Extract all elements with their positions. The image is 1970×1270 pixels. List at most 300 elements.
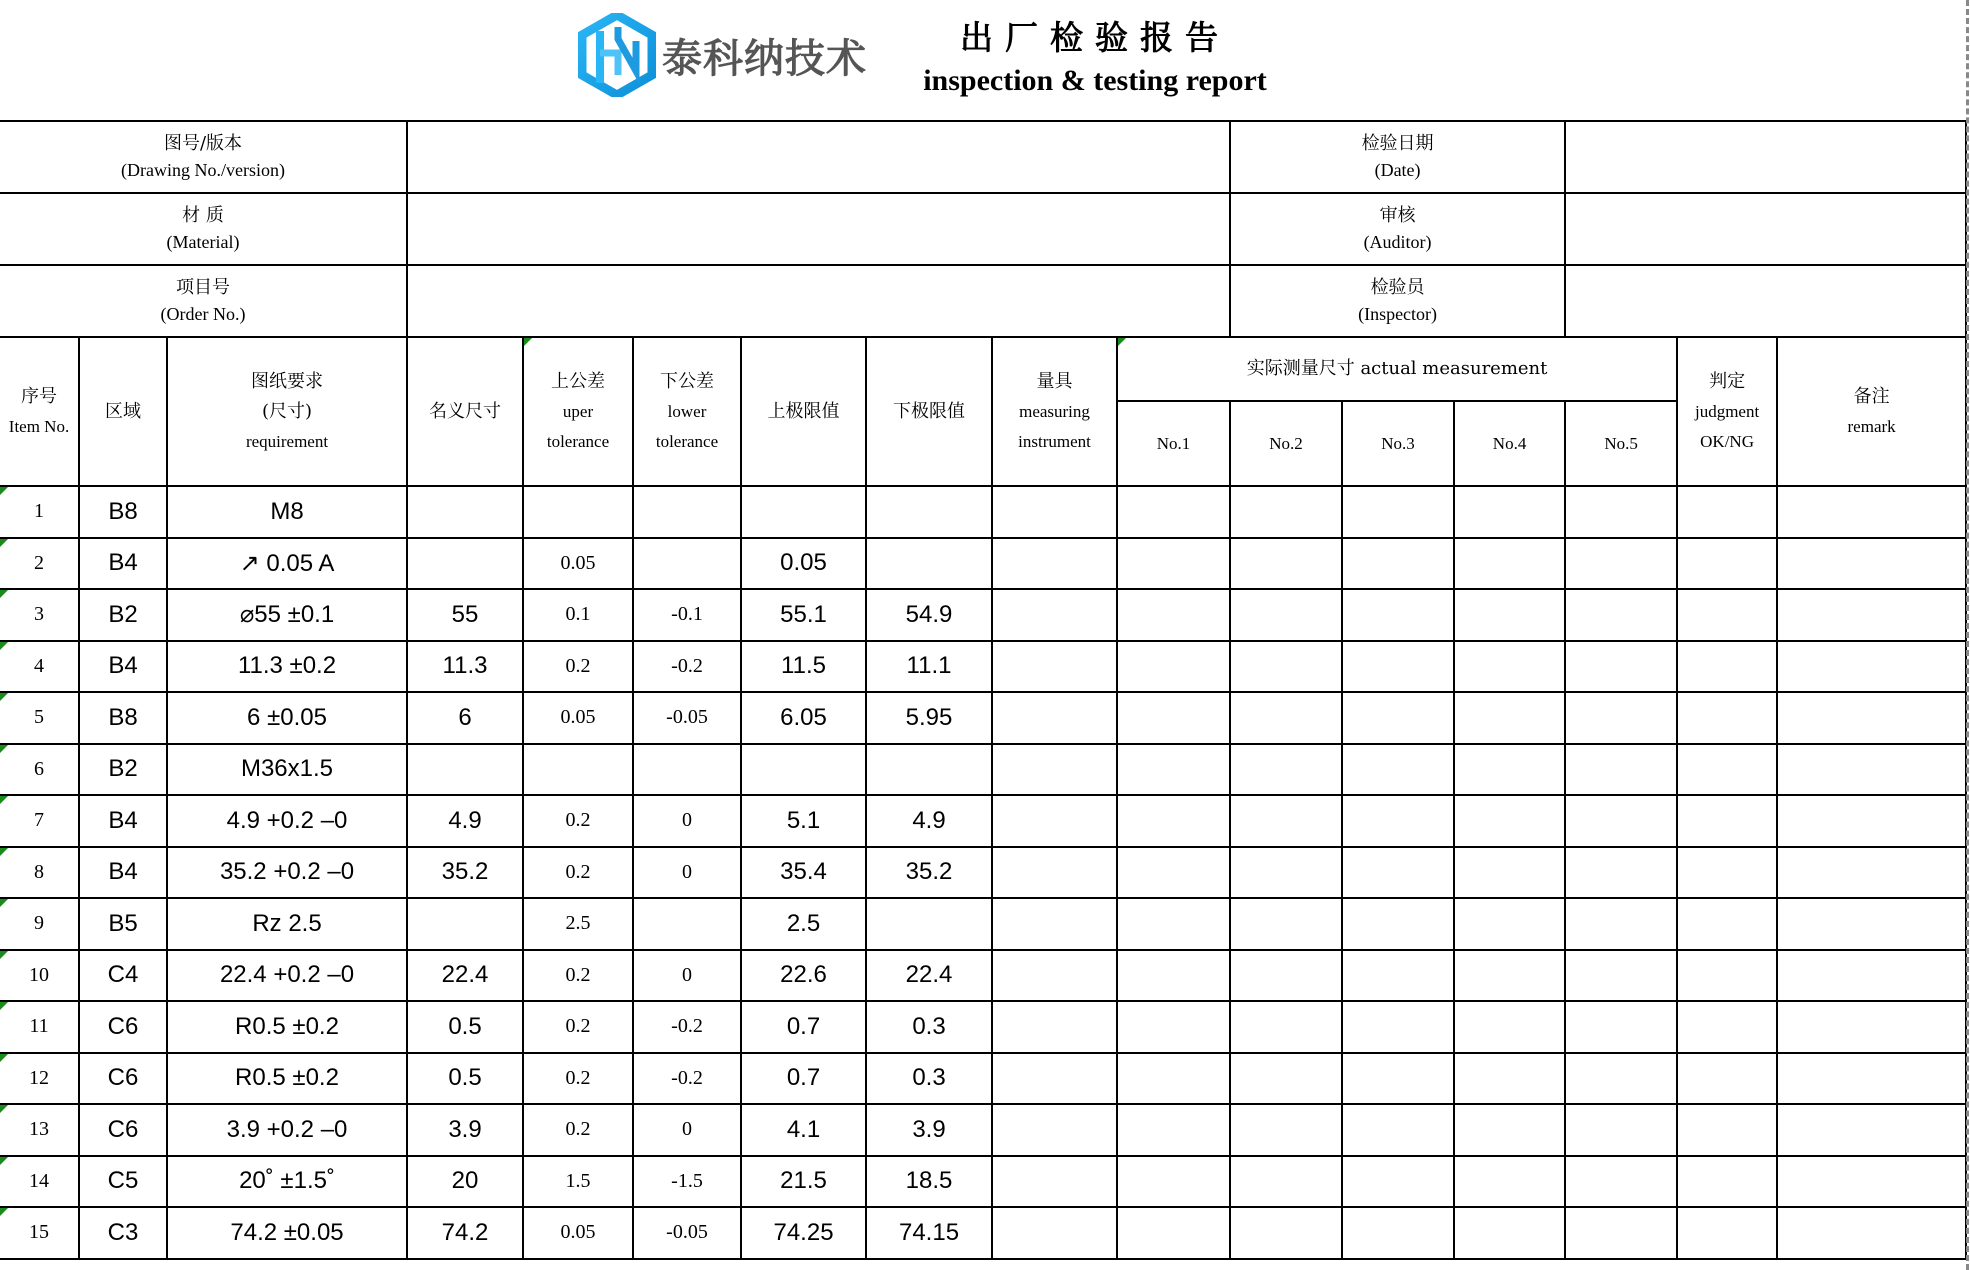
cell-upper-limit: 2.5 [741,898,866,950]
header-upper-tolerance: 上公差 uper tolerance [523,337,633,486]
comment-marker-icon [0,1002,8,1010]
cell-remark[interactable] [1777,795,1966,847]
cell-measure-no2[interactable] [1230,1207,1342,1259]
cell-requirement: ↗ 0.05 A [167,538,407,590]
cell-requirement: 74.2 ±0.05 [167,1207,407,1259]
cell-measure-no4[interactable] [1454,589,1565,641]
cell-measure-no3[interactable] [1342,795,1454,847]
cell-measure-no1[interactable] [1117,744,1230,796]
cell-judgment[interactable] [1677,795,1777,847]
cell-upper-limit: 22.6 [741,950,866,1002]
cell-item-no: 8 [0,847,79,899]
cell-remark[interactable] [1777,1001,1966,1053]
header-item-no: 序号 Item No. [0,337,79,486]
cell-measure-no1[interactable] [1117,641,1230,693]
cell-measure-no3[interactable] [1342,486,1454,538]
cell-requirement: ⌀55 ±0.1 [167,589,407,641]
cell-nominal: 6 [407,692,523,744]
comment-marker-icon [0,1105,8,1113]
cell-measure-no2[interactable] [1230,847,1342,899]
cell-nominal [407,744,523,796]
cell-measure-no1[interactable] [1117,1001,1230,1053]
cell-upper-limit: 74.25 [741,1207,866,1259]
cell-instrument[interactable] [992,1207,1117,1259]
table-row [0,744,1966,796]
cell-upper-tolerance: 0.2 [523,1001,633,1053]
cell-measure-no5[interactable] [1565,589,1677,641]
cell-remark[interactable] [1777,847,1966,899]
cell-lower-tolerance: -1.5 [633,1156,741,1208]
cell-requirement: 11.3 ±0.2 [167,641,407,693]
header-no4: No.4 [1454,401,1565,486]
cell-measure-no3[interactable] [1342,847,1454,899]
cell-zone: C5 [79,1156,167,1208]
inspector-value[interactable] [1565,265,1966,337]
cell-measure-no4[interactable] [1454,486,1565,538]
table-row [0,898,1966,950]
cell-instrument[interactable] [992,1104,1117,1156]
header-no1: No.1 [1117,401,1230,486]
cell-lower-tolerance [633,744,741,796]
cell-lower-tolerance: 0 [633,847,741,899]
cell-upper-tolerance: 0.2 [523,1053,633,1105]
cell-measure-no1[interactable] [1117,1053,1230,1105]
cell-measure-no3[interactable] [1342,950,1454,1002]
table-row [0,1207,1966,1259]
cell-measure-no5[interactable] [1565,847,1677,899]
cell-remark[interactable] [1777,641,1966,693]
cell-instrument[interactable] [992,641,1117,693]
cell-measure-no1[interactable] [1117,1207,1230,1259]
cell-measure-no5[interactable] [1565,950,1677,1002]
inspection-table [0,120,1967,1260]
comment-marker-icon [0,539,8,547]
cell-instrument[interactable] [992,1156,1117,1208]
header-lower-tolerance: 下公差 lower tolerance [633,337,741,486]
cell-nominal: 3.9 [407,1104,523,1156]
cell-measure-no1[interactable] [1117,486,1230,538]
comment-marker-icon [0,745,8,753]
cell-measure-no2[interactable] [1230,692,1342,744]
cell-lower-limit: 0.3 [866,1053,992,1105]
cell-measure-no4[interactable] [1454,692,1565,744]
cell-measure-no2[interactable] [1230,950,1342,1002]
comment-marker-icon [0,590,8,598]
cell-measure-no1[interactable] [1117,795,1230,847]
cell-upper-tolerance: 0.1 [523,589,633,641]
cell-item-no: 6 [0,744,79,796]
cell-nominal [407,538,523,590]
cell-upper-tolerance: 0.05 [523,692,633,744]
cell-measure-no4[interactable] [1454,1053,1565,1105]
cell-upper-tolerance: 0.2 [523,641,633,693]
cell-upper-limit: 35.4 [741,847,866,899]
material-label: 材 质 (Material) [0,193,407,265]
cell-item-no: 9 [0,898,79,950]
logo-cube-icon [578,13,656,97]
cell-judgment[interactable] [1677,589,1777,641]
cell-lower-limit: 22.4 [866,950,992,1002]
cell-measure-no2[interactable] [1230,744,1342,796]
cell-measure-no1[interactable] [1117,1156,1230,1208]
comment-marker-icon [0,796,8,804]
cell-instrument[interactable] [992,1001,1117,1053]
cell-remark[interactable] [1777,1104,1966,1156]
table-row [0,795,1966,847]
cell-lower-limit: 11.1 [866,641,992,693]
cell-upper-tolerance: 0.2 [523,795,633,847]
cell-nominal [407,898,523,950]
cell-lower-limit: 5.95 [866,692,992,744]
cell-instrument[interactable] [992,950,1117,1002]
cell-measure-no3[interactable] [1342,898,1454,950]
cell-item-no: 2 [0,538,79,590]
cell-requirement: Rz 2.5 [167,898,407,950]
cell-requirement: 20˚ ±1.5˚ [167,1156,407,1208]
cell-item-no: 4 [0,641,79,693]
cell-lower-limit: 35.2 [866,847,992,899]
cell-measure-no4[interactable] [1454,898,1565,950]
cell-item-no: 14 [0,1156,79,1208]
cell-measure-no5[interactable] [1565,641,1677,693]
cell-remark[interactable] [1777,898,1966,950]
cell-judgment[interactable] [1677,538,1777,590]
cell-judgment[interactable] [1677,692,1777,744]
cell-measure-no2[interactable] [1230,795,1342,847]
cell-measure-no4[interactable] [1454,641,1565,693]
cell-item-no: 11 [0,1001,79,1053]
cell-upper-tolerance: 0.2 [523,847,633,899]
cell-item-no: 5 [0,692,79,744]
cell-lower-tolerance [633,486,741,538]
header-judgment: 判定 judgment OK/NG [1677,337,1777,486]
cell-zone: C6 [79,1104,167,1156]
comment-marker-icon [0,1157,8,1165]
cell-measure-no5[interactable] [1565,538,1677,590]
cell-measure-no2[interactable] [1230,1104,1342,1156]
comment-marker-icon [0,1208,8,1216]
cell-judgment[interactable] [1677,1156,1777,1208]
cell-zone: C3 [79,1207,167,1259]
comment-marker-icon [0,899,8,907]
cell-measure-no2[interactable] [1230,898,1342,950]
cell-item-no: 7 [0,795,79,847]
inspection-rows [0,486,1966,1259]
cell-lower-limit: 3.9 [866,1104,992,1156]
info-row-material [0,193,1966,265]
report-title-en: inspection & testing report [923,64,1267,97]
cell-instrument[interactable] [992,589,1117,641]
cell-measure-no1[interactable] [1117,898,1230,950]
cell-remark[interactable] [1777,1156,1966,1208]
cell-item-no: 3 [0,589,79,641]
cell-nominal: 0.5 [407,1001,523,1053]
header-no3: No.3 [1342,401,1454,486]
cell-measure-no1[interactable] [1117,692,1230,744]
cell-upper-tolerance: 0.05 [523,1207,633,1259]
cell-measure-no5[interactable] [1565,898,1677,950]
cell-upper-tolerance: 0.2 [523,1104,633,1156]
cell-nominal: 55 [407,589,523,641]
drawing-label: 图号/版本 (Drawing No./version) [0,121,407,193]
date-label: 检验日期 (Date) [1230,121,1565,193]
cell-upper-limit [741,744,866,796]
material-value[interactable] [407,193,1230,265]
cell-measure-no2[interactable] [1230,1001,1342,1053]
cell-lower-tolerance: 0 [633,1104,741,1156]
cell-requirement: 35.2 +0.2 –0 [167,847,407,899]
cell-instrument[interactable] [992,692,1117,744]
auditor-value[interactable] [1565,193,1966,265]
cell-upper-limit: 21.5 [741,1156,866,1208]
cell-zone: B5 [79,898,167,950]
table-row [0,950,1966,1002]
cell-remark[interactable] [1777,692,1966,744]
cell-measure-no3[interactable] [1342,1053,1454,1105]
comment-marker-icon [524,338,532,346]
cell-requirement: 6 ±0.05 [167,692,407,744]
cell-nominal: 35.2 [407,847,523,899]
cell-zone: C6 [79,1001,167,1053]
header-no2: No.2 [1230,401,1342,486]
table-row [0,1053,1966,1105]
cell-lower-tolerance [633,538,741,590]
cell-requirement: M8 [167,486,407,538]
report-header [0,0,1966,120]
table-row [0,1001,1966,1053]
cell-judgment[interactable] [1677,641,1777,693]
comment-marker-icon [0,848,8,856]
cell-measure-no4[interactable] [1454,744,1565,796]
table-row [0,692,1966,744]
cell-measure-no2[interactable] [1230,589,1342,641]
cell-measure-no2[interactable] [1230,538,1342,590]
cell-lower-tolerance: -0.05 [633,1207,741,1259]
cell-measure-no5[interactable] [1565,486,1677,538]
cell-measure-no3[interactable] [1342,1156,1454,1208]
cell-measure-no4[interactable] [1454,1156,1565,1208]
drawing-value[interactable] [407,121,1230,193]
cell-upper-limit: 5.1 [741,795,866,847]
cell-measure-no2[interactable] [1230,1053,1342,1105]
cell-item-no: 13 [0,1104,79,1156]
cell-measure-no4[interactable] [1454,950,1565,1002]
cell-remark[interactable] [1777,1207,1966,1259]
cell-measure-no2[interactable] [1230,641,1342,693]
cell-upper-tolerance: 1.5 [523,1156,633,1208]
header-no5: No.5 [1565,401,1677,486]
cell-requirement: 4.9 +0.2 –0 [167,795,407,847]
cell-zone: C4 [79,950,167,1002]
cell-measure-no3[interactable] [1342,1104,1454,1156]
cell-measure-no4[interactable] [1454,538,1565,590]
cell-lower-limit [866,538,992,590]
cell-zone: C6 [79,1053,167,1105]
cell-zone: B4 [79,641,167,693]
header-zone: 区域 [79,337,167,486]
header-actual-measurement: 实际测量尺寸 actual measurement [1117,337,1677,401]
cell-nominal: 4.9 [407,795,523,847]
cell-requirement: R0.5 ±0.2 [167,1053,407,1105]
cell-lower-tolerance: 0 [633,950,741,1002]
cell-measure-no5[interactable] [1565,1053,1677,1105]
cell-upper-tolerance [523,486,633,538]
cell-item-no: 12 [0,1053,79,1105]
cell-nominal: 11.3 [407,641,523,693]
cell-zone: B8 [79,692,167,744]
report-title-cn: 出厂检验报告 [960,18,1230,57]
cell-judgment[interactable] [1677,1001,1777,1053]
cell-judgment[interactable] [1677,950,1777,1002]
cell-zone: B4 [79,538,167,590]
cell-zone: B2 [79,589,167,641]
cell-measure-no1[interactable] [1117,1104,1230,1156]
cell-instrument[interactable] [992,744,1117,796]
cell-remark[interactable] [1777,538,1966,590]
cell-measure-no5[interactable] [1565,1156,1677,1208]
cell-judgment[interactable] [1677,1053,1777,1105]
cell-nominal: 0.5 [407,1053,523,1105]
auditor-label: 审核 (Auditor) [1230,193,1565,265]
cell-lower-tolerance: -0.05 [633,692,741,744]
date-value[interactable] [1565,121,1966,193]
cell-measure-no3[interactable] [1342,1207,1454,1259]
cell-lower-limit: 74.15 [866,1207,992,1259]
cell-measure-no5[interactable] [1565,744,1677,796]
cell-measure-no5[interactable] [1565,1104,1677,1156]
cell-measure-no1[interactable] [1117,950,1230,1002]
cell-instrument[interactable] [992,795,1117,847]
cell-lower-limit [866,744,992,796]
comment-marker-icon [1118,338,1126,346]
cell-judgment[interactable] [1677,847,1777,899]
cell-remark[interactable] [1777,744,1966,796]
company-logo [578,10,878,100]
cell-measure-no5[interactable] [1565,1207,1677,1259]
cell-nominal: 20 [407,1156,523,1208]
cell-instrument[interactable] [992,847,1117,899]
cell-instrument[interactable] [992,486,1117,538]
company-name: 泰科纳技术 [662,35,867,82]
cell-upper-limit: 55.1 [741,589,866,641]
cell-measure-no5[interactable] [1565,1001,1677,1053]
order-value[interactable] [407,265,1230,337]
cell-remark[interactable] [1777,950,1966,1002]
table-row [0,1104,1966,1156]
cell-measure-no3[interactable] [1342,1001,1454,1053]
cell-measure-no5[interactable] [1565,692,1677,744]
table-row [0,589,1966,641]
cell-measure-no3[interactable] [1342,641,1454,693]
cell-lower-tolerance [633,898,741,950]
cell-measure-no3[interactable] [1342,692,1454,744]
cell-lower-limit: 4.9 [866,795,992,847]
cell-lower-tolerance: -0.2 [633,1001,741,1053]
cell-lower-limit [866,898,992,950]
cell-nominal: 74.2 [407,1207,523,1259]
table-row [0,641,1966,693]
cell-lower-tolerance: -0.2 [633,1053,741,1105]
cell-requirement: 22.4 +0.2 –0 [167,950,407,1002]
cell-judgment[interactable] [1677,1104,1777,1156]
cell-measure-no3[interactable] [1342,589,1454,641]
cell-remark[interactable] [1777,589,1966,641]
cell-upper-limit: 0.05 [741,538,866,590]
table-row [0,847,1966,899]
cell-lower-limit: 0.3 [866,1001,992,1053]
comment-marker-icon [0,487,8,495]
cell-item-no: 15 [0,1207,79,1259]
cell-measure-no1[interactable] [1117,589,1230,641]
cell-measure-no3[interactable] [1342,744,1454,796]
cell-measure-no3[interactable] [1342,538,1454,590]
cell-lower-tolerance: -0.1 [633,589,741,641]
cell-measure-no4[interactable] [1454,847,1565,899]
cell-lower-tolerance: -0.2 [633,641,741,693]
cell-upper-tolerance: 0.05 [523,538,633,590]
cell-zone: B4 [79,847,167,899]
cell-zone: B4 [79,795,167,847]
header-remark: 备注 remark [1777,337,1966,486]
cell-instrument[interactable] [992,538,1117,590]
cell-upper-limit: 11.5 [741,641,866,693]
header-nominal: 名义尺寸 [407,337,523,486]
cell-instrument[interactable] [992,898,1117,950]
cell-judgment[interactable] [1677,744,1777,796]
table-row [0,538,1966,590]
cell-measure-no4[interactable] [1454,1207,1565,1259]
cell-remark[interactable] [1777,486,1966,538]
cell-judgment[interactable] [1677,486,1777,538]
cell-instrument[interactable] [992,1053,1117,1105]
table-row [0,1156,1966,1208]
cell-upper-tolerance: 2.5 [523,898,633,950]
header-instrument: 量具 measuring instrument [992,337,1117,486]
cell-upper-limit: 4.1 [741,1104,866,1156]
cell-measure-no2[interactable] [1230,1156,1342,1208]
info-row-drawing [0,121,1966,193]
cell-measure-no4[interactable] [1454,795,1565,847]
cell-upper-tolerance: 0.2 [523,950,633,1002]
cell-remark[interactable] [1777,1053,1966,1105]
cell-measure-no4[interactable] [1454,1104,1565,1156]
cell-measure-no1[interactable] [1117,847,1230,899]
cell-nominal: 22.4 [407,950,523,1002]
cell-zone: B8 [79,486,167,538]
column-header-row [0,337,1966,401]
cell-upper-limit: 0.7 [741,1001,866,1053]
cell-nominal [407,486,523,538]
cell-judgment[interactable] [1677,898,1777,950]
cell-upper-limit: 0.7 [741,1053,866,1105]
cell-measure-no2[interactable] [1230,486,1342,538]
cell-requirement: M36x1.5 [167,744,407,796]
header-lower-limit: 下极限值 [866,337,992,486]
cell-upper-limit [741,486,866,538]
cell-measure-no4[interactable] [1454,1001,1565,1053]
cell-measure-no1[interactable] [1117,538,1230,590]
comment-marker-icon [0,642,8,650]
cell-zone: B2 [79,744,167,796]
cell-measure-no5[interactable] [1565,795,1677,847]
cell-upper-limit: 6.05 [741,692,866,744]
cell-upper-tolerance [523,744,633,796]
order-label: 项目号 (Order No.) [0,265,407,337]
page-break-line [1966,0,1969,1270]
cell-judgment[interactable] [1677,1207,1777,1259]
cell-requirement: R0.5 ±0.2 [167,1001,407,1053]
header-upper-limit: 上极限值 [741,337,866,486]
